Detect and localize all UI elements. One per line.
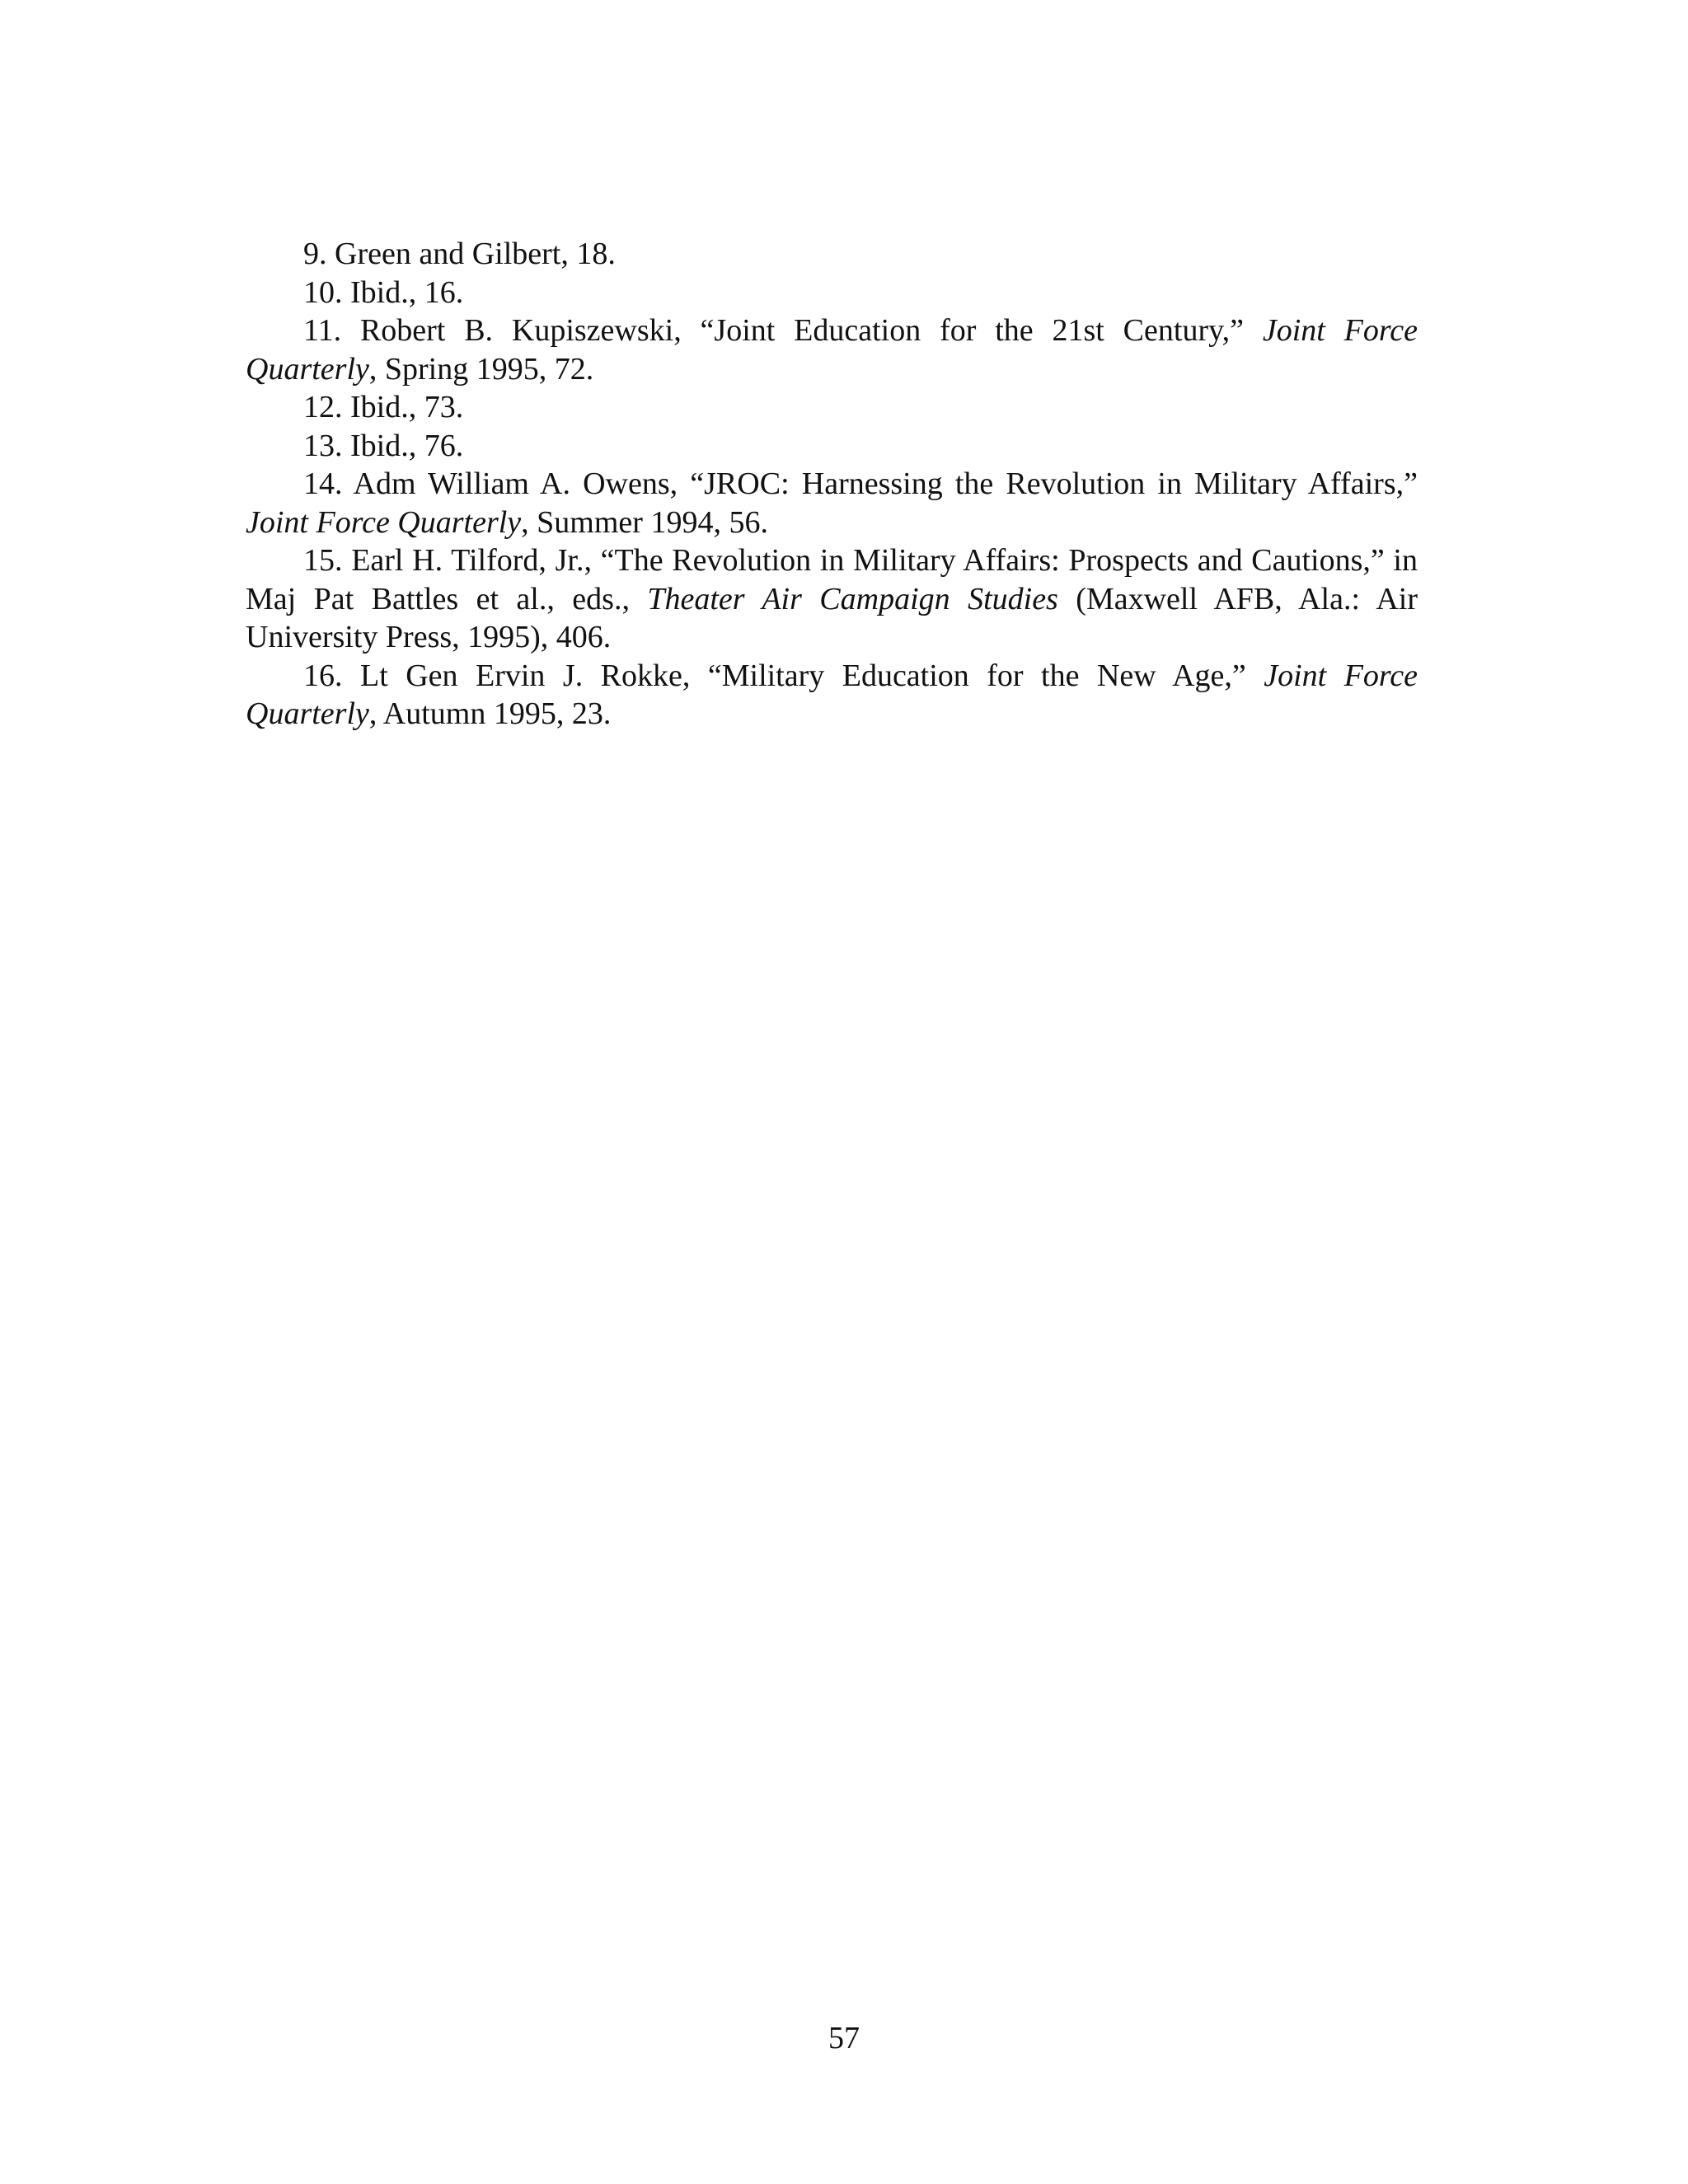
endnote-14 [246,465,1418,541]
endnote-11 [246,312,1418,388]
endnote-text: Lt Gen Ervin J. Rokke, “Military Education for the New Age,” [359,658,1264,693]
endnote-9 [246,235,1418,274]
endnote-10 [246,274,1418,312]
endnote-source-title: Joint Force Quarterly [246,313,1418,387]
endnote-number: 13. [303,428,343,463]
endnote-number: 14. [303,466,343,501]
endnote-text: Earl H. Tilford, Jr., “The Revolution in Military Affairs: Prospects and Cautions,” in Maj Pat Battles et al., eds., [246,543,1418,616]
endnote-text: Adm William A. Owens, “JROC: Harnessing the Revolution in Military Affairs,” [353,466,1418,501]
endnote-source-title: Theater Air Campaign Studies [647,581,1058,616]
endnote-text: Robert B. Kupiszewski, “Joint Education for the 21st Century,” [359,313,1263,348]
endnote-number: 10. [303,274,343,310]
endnote-number: 12. [303,390,343,424]
endnote-15 [246,541,1418,657]
endnote-text: (Maxwell AFB, Ala.: Air University Press, 1995), 406. [246,581,1418,654]
endnote-text: Ibid., 73. [350,390,464,424]
endnote-source-title: Joint Force Quarterly [246,658,1418,731]
endnote-text: , Spring 1995, 72. [368,351,594,387]
endnote-13 [246,427,1418,466]
endnote-source-title: Joint Force Quarterly [246,504,522,540]
endnote-number: 11. [303,313,342,348]
page-number: 57 [828,2021,860,2055]
endnote-number: 15. [303,543,343,578]
endnote-text: Green and Gilbert, 18. [335,237,616,271]
endnote-12 [246,388,1418,427]
endnote-number: 9. [303,237,327,271]
endnote-text: Ibid., 16. [350,274,464,310]
endnote-number: 16. [303,658,343,693]
endnote-text: Ibid., 76. [350,428,464,463]
endnote-text: , Summer 1994, 56. [521,504,768,540]
endnotes [246,235,1418,733]
endnote-16 [246,657,1418,733]
endnote-text: , Autumn 1995, 23. [368,696,612,731]
